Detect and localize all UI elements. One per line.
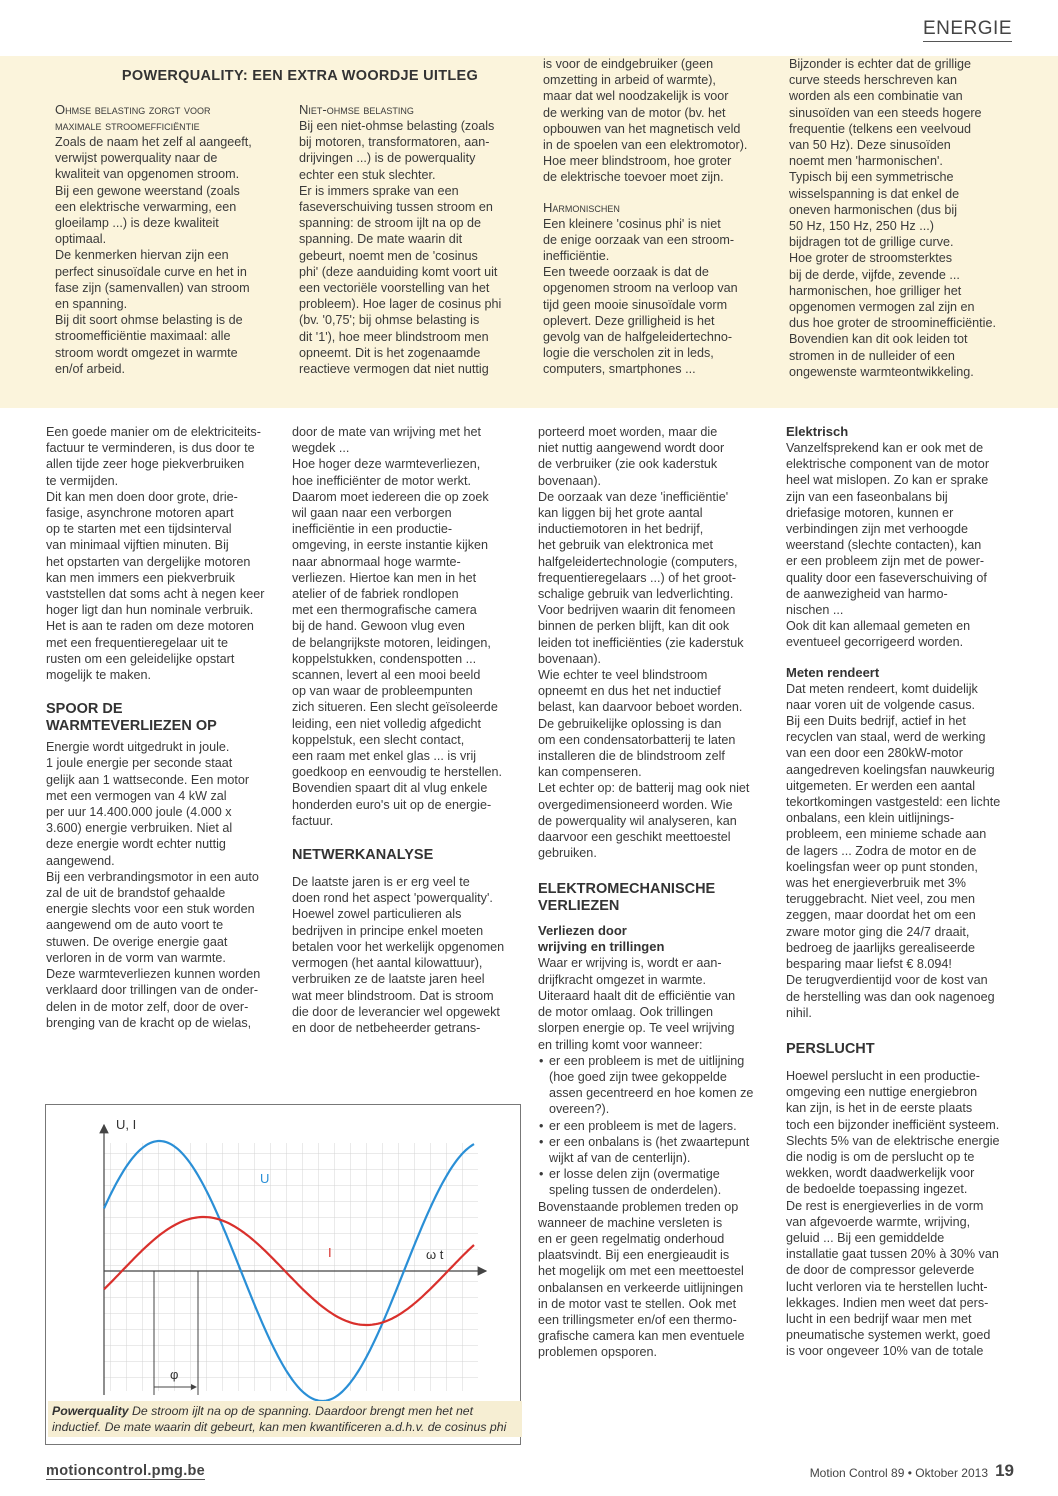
waveform-diagram (46, 1105, 520, 1401)
article-column-3 (538, 424, 778, 1361)
text-warmteverliezen: Energie wordt uitgedrukt in joule. 1 joule energie per seconde staat gelijk aan 1 wattseconde. Een motor met een vermogen van 4 kW zal per uur 14.400.000 joule (4.000 x 3.600) energie verbruiken. Niet al deze energie wordt echter nuttig aangewend. Bij een verbrandingsmotor in een auto zal de uit de brandstof gehaalde energie slechts voor een stuk worden aangewend om de auto voort te stuwen. De overige energie gaat verloren in de vorm van warmte. Deze warmteverliezen kunnen worden verklaard door trillingen van de onder- delen in de motor zelf, door de over- brenging van de kracht op de wielas, (46, 740, 261, 1030)
current-label: I (328, 1245, 332, 1260)
text-perslucht: Hoewel perslucht in een productie- omgeving een nuttige energiebron kan zijn, is het in de eerste plaats toch een bijzonder inefficiënt systeem. Slechts 5% van de elektrische energie die nodig is om de perslucht op te wekken, wordt daadwerkelijk voor de bedoelde toepassing ingezet. De rest is energieverlies in de vorm van afgevoerde warmte, wrijving, geluid ... Bij een gemiddelde installatie gaat tussen 20% à 30% van de door de compressor geleverde lucht verloren via te herstellen lucht- lekkages. Indien men weet dat pers- lucht in een bedrijf waar men met pneumatische systemen werkt, goed is voor ongeveer 10% van de totale (786, 1068, 1000, 1359)
list-item: • er een probleem is met de lagers. (538, 1118, 778, 1134)
voltage-label: U (260, 1171, 270, 1186)
info-box-heading-harmonischen: Harmonischen (543, 199, 620, 215)
figure-caption (48, 1401, 522, 1437)
info-box-text-harmonischen: Een kleinere 'cosinus phi' is niet de enige oorzaak van een stroom- inefficiëntie. Een tweede oorzaak is dat de opgenomen stroom na verloop van tijd geen mooie sinusoïdale vorm oplevert. Deze grilligheid is het gevolg van de halfgeleidertechno- logie die verscholen zit in leds, computers, smartphones ... (543, 216, 738, 377)
subheading-elektrisch: Elektrisch (786, 424, 849, 439)
caption-title: Powerquality (52, 1404, 129, 1418)
section-label: ENERGIE (923, 18, 1012, 42)
waveform-figure (45, 1104, 521, 1445)
article-column-1 (46, 424, 282, 1031)
article-column-4 (786, 424, 1026, 1360)
list-item: • er een probleem is met de uitlijning (hoe goed zijn twee gekoppelde assen gecentreerd en hoe komen ze overeen?). (538, 1053, 778, 1118)
text-energieaudit: Bovenstaande problemen treden op wanneer de machine versleten is en er geen regelmatig onderhoud plaatsvindt. Bij een energieaudit is het mogelijk om met een meettoestel onbalansen en verkeerde uitlijningen in de motor vast te stellen. Ook met een trillingsmeter en/of een thermo- grafische camera kan men eventuele problemen opsporen. (538, 1199, 745, 1360)
article-intro: Een goede manier om de elektriciteits- factuur te verminderen, is dus door te allen tijde zeer hoge piekverbruiken te vermijden. Dit kan men doen door grote, drie- fasige, asynchrone motoren apart op te starten met een tijdsinterval van minimaal vijftien minuten. Bij het opstarten van dergelijke motoren kan men immers een piekverbruik vaststellen dat soms acht à negen keer hoger ligt dan hun nominale verbruik. Het is aan te raden om deze motoren met een frequentieregelaar uit te rusten om een geleidelijke opstart mogelijk te maken. (46, 425, 265, 683)
info-box-heading-ohmse: Ohmse belasting zorgt voor maximale stroomefficiëntie (55, 102, 211, 133)
grid-background (104, 1143, 478, 1391)
x-axis-label: ω t (426, 1247, 444, 1262)
heading-perslucht: PERSLUCHT (786, 1040, 875, 1057)
text-netwerkanalyse-continued: porteerd moet worden, maar die niet nuttig aangewend wordt door de verbruiker (zie ook kaderstuk bovenaan). De oorzaak van deze 'inefficiëntie' kan liggen bij het grote aantal inductiemotoren in het bedrijf, het gebruik van elektronica met halfgeleidertechnologie (computers, frequentieregelaars ...) of het groot- schalige gebruik van ledverlichting. Voor bedrijven waarin dit fenomeen binnen de perken blijft, kan dit ook leiden tot inefficiënties (zie kaderstuk bovenaan). Wie echter te veel blindstroom opneemt en dus het net inductief belast, kan daarvoor beboet worden. De gebruikelijke oplossing is dan om een condensatorbatterij te laten installeren die de blindstroom zelf kan compenseren. Let echter op: de batterij mag ook niet overgedimensioneerd worden. Wie de powerquality wil analyseren, kan daarvoor een geschikt meettoestel gebruiken. (538, 425, 750, 861)
footer-issue: Motion Control 89 • Oktober 2013 (809, 1466, 988, 1480)
info-box-text-ohmse: Zoals de naam het zelf al aangeeft, verwijst powerquality naar de kwaliteit van opgenomen stroom. Bij een gewone weerstand (zoals een elektrische verwarming, een gloeilamp ...) is deze kwaliteit optimaal. De kenmerken hiervan zijn een perfect sinusoïdale curve en het in fase zijn (samenvallen) van stroom en spanning. Bij dit soort ohmse belasting is de stroomefficiëntie maximaal: alle stroom wordt omgezet in warmte en/of arbeid. (55, 135, 252, 376)
caption-text: De stroom ijlt na op de spanning. Daardoor brengt men het net inductief. De mate waarin dit gebeurt, kan men kwantificeren a.d.h.v. de cosinus phi (52, 1404, 507, 1434)
info-box-text-continued: is voor de eindgebruiker (geen omzetting in arbeid of warmte), maar dat wel noodzakelijk is voor de werking van de motor (bv. het opbouwen van het magnetisch veld in de spoelen van een elektromotor). Hoe meer blindstroom, hoe groter de elektrische toevoer moet zijn. (543, 57, 748, 185)
text-warmteverliezen-continued: door de mate van wrijving met het wegdek ... Hoe hoger deze warmteverliezen, hoe inefficiënter de motor werkt. Daarom moet iedereen die op zoek wil gaan naar een verborgen inefficiëntie in een productie- omgeving, in eerste instantie kijken naar abnormaal hoge warmte- verliezen. Hiertoe kan men in het atelier of de fabriek rondlopen met een thermografische camera bij de hand. Gewoon vlug even de belangrijkste motoren, leidingen, koppelstukken, condenspotten ... scannen, levert al een mooi beeld op van waar de probleempunten zich situeren. Een slecht geïsoleerde leiding, een niet volledig afgedicht koppelstuk, een slecht contact, een raam met enkel glas ... is vrij goedkoop en eenvoudig te herstellen. Bovendien spaart dit al vlug enkele honderden euro's uit op de energie- factuur. (292, 425, 503, 828)
heading-elektromechanische-verliezen: ELEKTROMECHANISCHE VERLIEZEN (538, 881, 716, 915)
text-wrijving-trillingen: Waar er wrijving is, wordt er aan- drijfkracht omgezet in warmte. Uiteraard haalt dit de efficiëntie van de motor omlaag. Ook trillingen slorpen energie op. Te veel wrijving en trilling komt voor wanneer: (538, 956, 736, 1052)
list-item: • er een onbalans is (het zwaartepunt wijkt af van de centerlijn). (538, 1134, 778, 1166)
article-column-2 (292, 424, 528, 1036)
page-number: 19 (995, 1461, 1014, 1480)
text-meten-rendeert: Dat meten rendeert, komt duidelijk naar voren uit de volgende casus. Bij een Duits bedrijf, actief in het recyclen van staal, werd de werking van een door een 280kW-motor aangedreven koelingsfan nauwkeurig uitgemeten. Er werden een aantal tekortkomingen vastgesteld: een lichte onbalans, een klein uitlijnings- probleem, een minieme schade aan de lagers ... Zodra de motor en de koelingsfan weer op punt stonden, was het energieverbruik met 3% teruggebracht. Niet veel, zou men zeggen, maar doordat het om een zware motor ging die 24/7 draait, bedroeg de jaarlijks gerealiseerde besparing maar liefst € 8.094! De terugverdientijd voor de kost van de herstelling was dan ook nagenoeg nihil. (786, 681, 1001, 1020)
info-box-column-3 (543, 56, 775, 378)
text-netwerkanalyse: De laatste jaren is er erg veel te doen rond het aspect 'powerquality'. Hoewel zowel particulieren als bedrijven in principe enkel moeten betalen voor het werkelijk opgenomen vermogen (het aantal kilowattuur), verbruiken ze de laatste jaren heel wat meer blindstroom. Dat is stroom die door de leverancier wel opgewekt en door de netbeheerder getrans- (292, 875, 505, 1035)
subheading-meten-rendeert: Meten rendeert (786, 664, 880, 680)
info-box-text-niet-ohmse: Bij een niet-ohmse belasting (zoals bij motoren, transformatoren, aan- drijvingen ...) is de powerquality echter een stuk slechter. Er is immers sprake van een faseverschuiving tussen stroom en spanning: de stroom ijlt na op de spanning. De mate waarin dit gebeurt, noemt men de 'cosinus phi' (deze aanduiding komt voort uit een vectoriële voorstelling van het probleem). Hoe lager de cosinus phi (bv. '0,75'; bij ohmse belasting is dit '1'), hoe meer blindstroom men opneemt. Dit is het zogenaamde reactieve vermogen dat niet nuttig (299, 119, 502, 377)
footer-url[interactable]: motioncontrol.pmg.be (46, 1463, 206, 1479)
info-box-title: POWERQUALITY: EEN EXTRA WOORDJE UITLEG (121, 68, 479, 84)
info-box-text-harmonics-detail: Bijzonder is echter dat de grillige curve steeds herschreven kan worden als een combinatie van sinusoïden van een steeds hogere frequentie (telkens een veelvoud van 50 Hz). Deze sinusoïden noemt men 'harmonischen'. Typisch bij een symmetrische wisselspanning is dat enkel de oneven harmonischen (dus bij 50 Hz, 150 Hz, 250 Hz ...) bijdragen tot de grillige curve. Hoe groter de stroomsterktes bij de derde, vijfde, zevende ... harmonischen, hoe grilliger het opgenomen vermogen zal zijn en dus hoe groter de stroominefficiëntie. Bovendien kan dit ook leiden tot stromen in de nulleider of een ongewenste warmteontwikkeling. (789, 57, 996, 379)
heading-warmteverliezen: SPOOR DE WARMTEVERLIEZEN OP (46, 701, 217, 735)
phi-label: φ (170, 1367, 179, 1382)
heading-netwerkanalyse: NETWERKANALYSE (292, 847, 434, 864)
info-box-column-4 (789, 56, 1025, 380)
info-box-column-2 (299, 102, 535, 377)
problem-list (538, 1053, 778, 1199)
text-elektrisch: Vanzelfsprekend kan er ook met de elektrische component van de motor heel wat mislopen. Zo kan er sprake zijn van een faseonbalans bij driefasige motoren, kunnen er verbindingen zijn met verhoogde weerstand (slechte contacten), kan er een probleem zijn met de power- quality door een faseverschuiving of de aanwezigheid van harmo- nischen ... Ook dit kan allemaal gemeten en eventueel gecorrigeerd worden. (786, 441, 990, 650)
info-box-column-1 (55, 102, 285, 377)
y-axis-label: U, I (116, 1117, 137, 1132)
info-box-heading-niet-ohmse: Niet-ohmse belasting (299, 102, 414, 117)
list-item: • er losse delen zijn (overmatige speling tussen de onderdelen). (538, 1166, 778, 1198)
subheading-wrijving-trillingen: Verliezen door wrijving en trillingen (538, 923, 665, 955)
